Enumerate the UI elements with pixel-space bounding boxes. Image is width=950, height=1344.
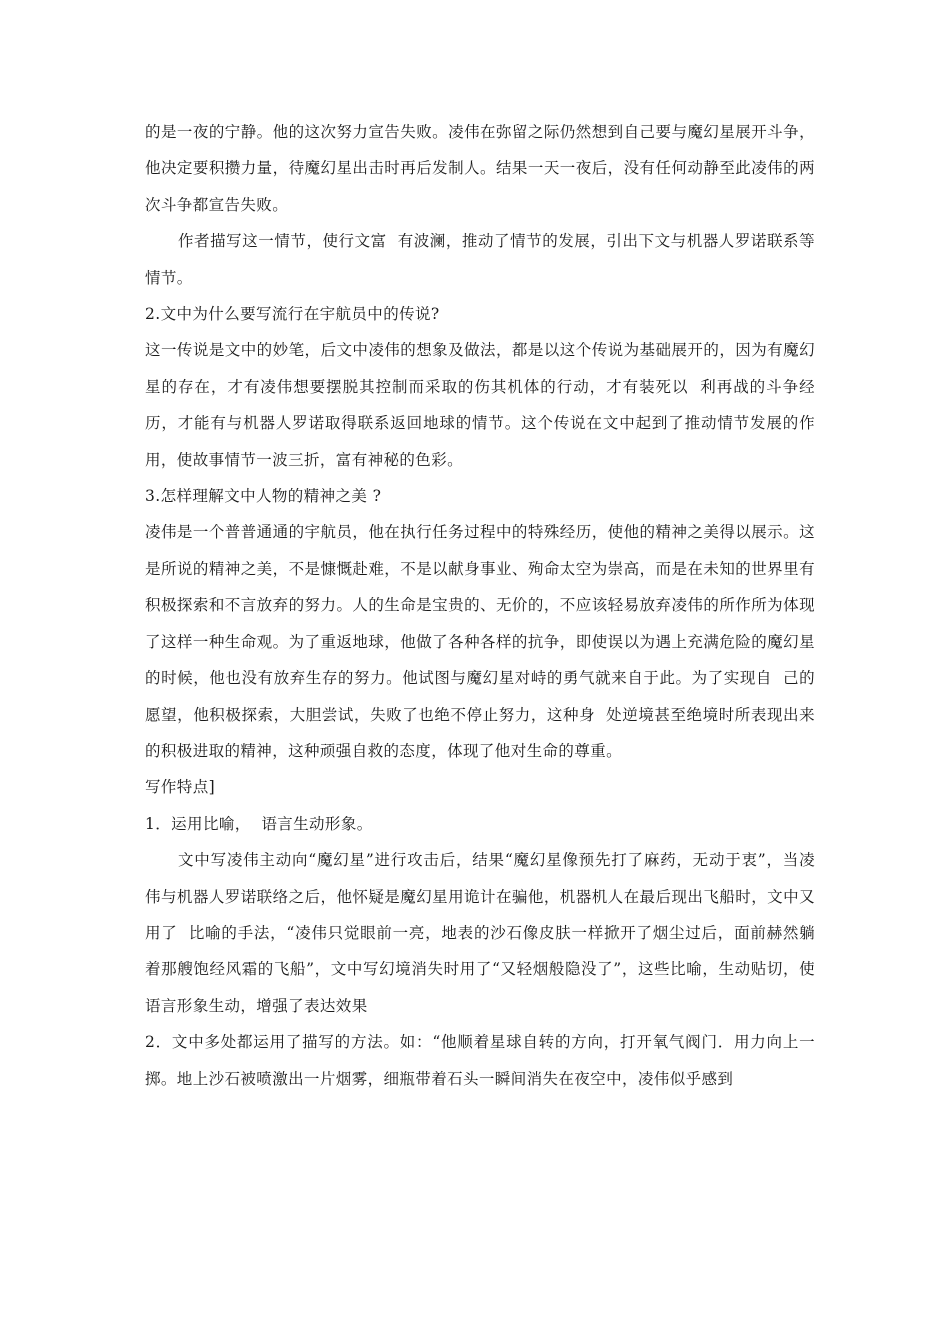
feature-2-body: 2．文中多处都运用了描写的方法。如：“他顺着星球自转的方向，打开氧气阀门．用力向上一掷。地上沙石被喷激出一片烟雾，细瓶带着石头一瞬间消失在夜空中，凌伟似乎感到	[145, 1033, 815, 1088]
section-heading-writing-features: 写作特点]	[145, 778, 216, 797]
paragraph-2: 作者描写这一情节，使行文富 有波澜，推动了情节的发展，引出下文与机器人罗诺联系等情节。	[145, 232, 815, 287]
question-3-answer: 凌伟是一个普普通通的宇航员，他在执行任务过程中的特殊经历，使他的精神之美得以展示。这是所说的精神之美，不是慷慨赴难，不是以献身事业、殉命太空为崇高，而是在未知的世界里有积极探索和不言放弃的努力。人的生命是宝贵的、无价的，不应该轻易放弃凌伟的所作所为体现了这样一种生命观。为了重返地球，他做了各种各样的抗争，即使误以为遇上充满危险的魔幻星的时候，他也没有放弃生存的努力。他试图与魔幻星对峙的勇气就来自于此。为了实现自 己的愿望，他积极探索，大胆尝试，失败了也绝不停止努力，这种身 处逆境甚至绝境时所表现出来的积极进取的精神，这种顽强自救的态度，体现了他对生命的尊重。	[145, 523, 815, 760]
question-2-answer: 这一传说是文中的妙笔，后文中凌伟的想象及做法，都是以这个传说为基础展开的，因为有魔幻星的存在，才有凌伟想要摆脱其控制而采取的伤其机体的行动，才有装死以 利再战的斗争经历，才能有与机器人罗诺取得联系返回地球的情节。这个传说在文中起到了推动情节发展的作用，使故事情节一波三折，富有神秘的色彩。	[145, 341, 815, 469]
feature-1-heading: 1．运用比喻， 语言生动形象。	[145, 814, 373, 833]
question-2-heading: 2.文中为什么要写流行在宇航员中的传说?	[145, 305, 440, 324]
document-body	[145, 114, 815, 1097]
question-3-heading: 3.怎样理解文中人物的精神之美 ?	[145, 487, 382, 506]
feature-1-body: 文中写凌伟主动向“魔幻星”进行攻击后，结果“魔幻星像预先打了麻药，无动于衷”，当凌伟与机器人罗诺联络之后，他怀疑是魔幻星用诡计在骗他，机器机人在最后现出飞船时，文中又用了 比喻的手法，“凌伟只觉眼前一亮，地表的沙石像皮肤一样掀开了烟尘过后，面前赫然躺着那艘饱经风霜的飞船”，文中写幻境消失时用了“又轻烟般隐没了”，这些比喻，生动贴切，使语言形象生动，增强了表达效果	[145, 851, 815, 1015]
paragraph-1: 的是一夜的宁静。他的这次努力宣告失败。凌伟在弥留之际仍然想到自己要与魔幻星展开斗争，他决定要积攒力量，待魔幻星出击时再后发制人。结果一天一夜后，没有任何动静至此凌伟的两次斗争都宣告失败。	[145, 123, 815, 214]
